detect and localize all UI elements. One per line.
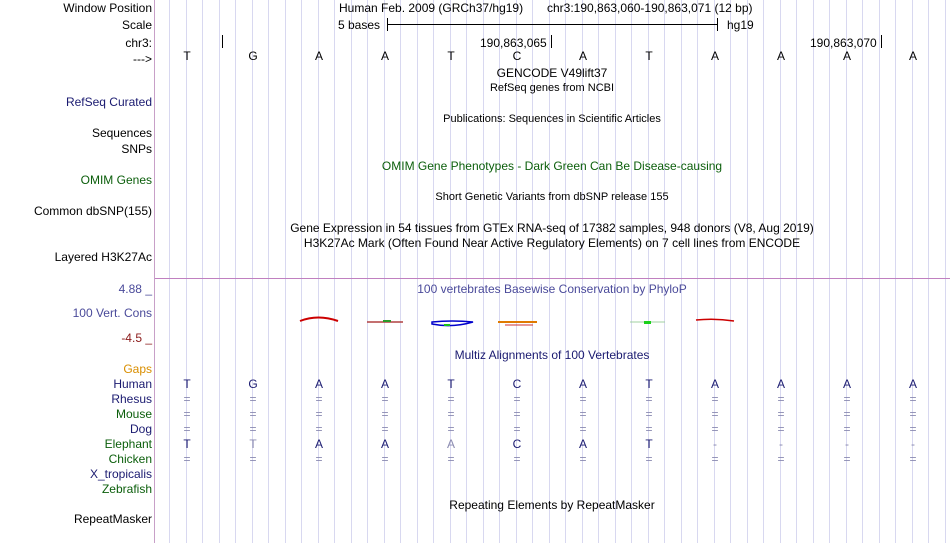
- gridline: [367, 0, 368, 543]
- alignment-base: =: [777, 407, 785, 421]
- gridline: [301, 0, 302, 543]
- h3k27ac-label[interactable]: Layered H3K27Ac: [54, 250, 152, 264]
- ruler-tick-label-1: 190,863,065: [480, 36, 547, 50]
- alignment-base: =: [645, 407, 653, 421]
- base-letter: A: [578, 49, 587, 63]
- gtex-title: Gene Expression in 54 tissues from GTEx RNA-seq of 17382 samples, 948 donors (V8, Aug 2019): [290, 221, 814, 235]
- h3k27ac-title: H3K27Ac Mark (Often Found Near Active Regulatory Elements) on 7 cell lines from ENCODE: [303, 236, 801, 250]
- alignment-base: =: [447, 392, 455, 406]
- assembly-title: Human Feb. 2009 (GRCh37/hg19): [339, 1, 524, 15]
- alignment-base: =: [711, 422, 719, 436]
- alignment-base: =: [315, 452, 323, 466]
- gridline: [285, 0, 286, 543]
- scale-db: hg19: [727, 18, 754, 32]
- alignment-base: =: [513, 407, 521, 421]
- omim-title: OMIM Gene Phenotypes - Dark Green Can Be Disease-causing: [381, 159, 723, 173]
- alignment-base: =: [183, 392, 191, 406]
- alignment-base: =: [249, 422, 257, 436]
- species-label-dog[interactable]: Dog: [129, 422, 152, 436]
- repeatmasker-label[interactable]: RepeatMasker: [73, 512, 152, 526]
- base-letter: A: [776, 49, 785, 63]
- refseq-subtitle: RefSeq genes from NCBI: [489, 82, 615, 94]
- alignment-base: =: [381, 422, 389, 436]
- alignment-base: T: [447, 377, 455, 391]
- gridline: [697, 0, 698, 543]
- alignment-base: =: [645, 392, 653, 406]
- gridline: [268, 0, 269, 543]
- alignment-base: A: [776, 377, 785, 391]
- species-label-x_tropicalis[interactable]: X_tropicalis: [89, 467, 152, 481]
- alignment-base: T: [645, 437, 653, 451]
- alignment-base: =: [909, 407, 917, 421]
- ruler-tick-label-2: 190,863,070: [810, 36, 877, 50]
- alignment-base: A: [380, 377, 389, 391]
- alignment-base: =: [909, 392, 917, 406]
- alignment-base: =: [315, 392, 323, 406]
- scale-text: 5 bases: [338, 18, 381, 32]
- base-letter: A: [380, 49, 389, 63]
- gridline: [483, 0, 484, 543]
- gridline: [879, 0, 880, 543]
- alignment-base: =: [447, 452, 455, 466]
- ruler-tick-start: [222, 35, 223, 48]
- repeatmasker-title: Repeating Elements by RepeatMasker: [449, 498, 655, 512]
- alignment-base: =: [843, 452, 851, 466]
- alignment-base: T: [249, 437, 257, 451]
- gridline: [466, 0, 467, 543]
- alignment-base: =: [843, 407, 851, 421]
- alignment-base: =: [711, 452, 719, 466]
- scale-bar-left-tick: [387, 18, 388, 31]
- multiz-title: Multiz Alignments of 100 Vertebrates: [454, 348, 650, 362]
- phylop-mark-5: [444, 324, 450, 326]
- snps-label[interactable]: SNPs: [121, 142, 152, 156]
- alignment-base: =: [381, 407, 389, 421]
- alignment-base: A: [446, 437, 455, 451]
- alignment-base: A: [380, 437, 389, 451]
- base-letter: A: [314, 49, 323, 63]
- gridline: [895, 0, 896, 543]
- sequences-label[interactable]: Sequences: [91, 126, 152, 140]
- base-letter: G: [248, 49, 258, 63]
- gridline: [631, 0, 632, 543]
- phylop-peak-10: [696, 319, 734, 321]
- publications-title: Publications: Sequences in Scientific Articles: [443, 113, 661, 125]
- window-position-label[interactable]: Window Position: [63, 1, 152, 15]
- gridline: [351, 0, 352, 543]
- scale-bar-right-tick: [717, 18, 718, 31]
- alignment-base: -: [845, 437, 849, 451]
- scale-bar: [387, 24, 717, 25]
- ruler-tick-1: [551, 35, 552, 48]
- alignment-base: =: [579, 407, 587, 421]
- phylop-mark-4: [432, 321, 473, 326]
- alignment-base: A: [908, 377, 917, 391]
- gridline: [169, 0, 170, 543]
- alignment-base: A: [314, 377, 323, 391]
- gridline: [615, 0, 616, 543]
- species-label-elephant[interactable]: Elephant: [104, 437, 152, 451]
- gridline: [202, 0, 203, 543]
- alignment-base: =: [447, 407, 455, 421]
- species-label-mouse[interactable]: Mouse: [115, 407, 152, 421]
- strand-label[interactable]: --->: [133, 52, 152, 66]
- cons-min-label: -4.5 _: [121, 331, 152, 345]
- alignment-base: C: [512, 377, 522, 391]
- chr-label[interactable]: chr3:: [125, 36, 152, 50]
- dbsnp-title: Short Genetic Variants from dbSNP release 155: [435, 191, 669, 203]
- gridline: [433, 0, 434, 543]
- cons-label[interactable]: 100 Vert. Cons: [72, 306, 152, 320]
- alignment-base: =: [249, 392, 257, 406]
- alignment-base: A: [710, 377, 719, 391]
- dbsnp-label[interactable]: Common dbSNP(155): [33, 204, 152, 218]
- position-readout: chr3:190,863,060-190,863,071 (12 bp): [547, 1, 753, 15]
- alignment-base: =: [711, 392, 719, 406]
- alignment-base: T: [183, 437, 191, 451]
- base-letter: T: [447, 49, 455, 63]
- gridline: [796, 0, 797, 543]
- base-letter: A: [842, 49, 851, 63]
- gridline: [664, 0, 665, 543]
- gridline: [219, 0, 220, 543]
- scale-label[interactable]: Scale: [121, 18, 152, 32]
- alignment-base: =: [777, 422, 785, 436]
- alignment-base: =: [777, 452, 785, 466]
- alignment-base: =: [579, 452, 587, 466]
- alignment-base: T: [183, 377, 191, 391]
- track-separator: [155, 278, 950, 279]
- phylop-peak-1: [300, 318, 338, 322]
- phylop-title: 100 vertebrates Basewise Conservation by PhyloP: [417, 282, 687, 296]
- alignment-base: =: [513, 422, 521, 436]
- alignment-base: -: [779, 437, 783, 451]
- alignment-base: -: [911, 437, 915, 451]
- base-letter: A: [908, 49, 917, 63]
- gridline: [400, 0, 401, 543]
- alignment-base: =: [183, 452, 191, 466]
- alignment-base: =: [447, 422, 455, 436]
- gridline: [417, 0, 418, 543]
- alignment-base: A: [578, 437, 587, 451]
- alignment-base: -: [713, 437, 717, 451]
- alignment-base: =: [579, 392, 587, 406]
- phylop-graph: [155, 300, 950, 340]
- base-letter: C: [512, 49, 522, 63]
- alignment-base: =: [315, 422, 323, 436]
- alignment-base: =: [843, 422, 851, 436]
- alignment-base: =: [183, 422, 191, 436]
- gridline: [928, 0, 929, 543]
- alignment-base: A: [314, 437, 323, 451]
- gridline: [235, 0, 236, 543]
- gridline: [334, 0, 335, 543]
- alignment-base: =: [645, 422, 653, 436]
- gridline: [813, 0, 814, 543]
- alignment-base: T: [645, 377, 653, 391]
- alignment-base: =: [249, 407, 257, 421]
- alignment-base: =: [381, 452, 389, 466]
- alignment-base: =: [909, 422, 917, 436]
- gridline: [763, 0, 764, 543]
- gridline: [829, 0, 830, 543]
- omim-label[interactable]: OMIM Genes: [80, 173, 152, 187]
- alignment-base: =: [777, 392, 785, 406]
- alignment-base: A: [842, 377, 851, 391]
- gencode-title[interactable]: GENCODE V49lift37: [496, 66, 608, 80]
- alignment-base: =: [909, 452, 917, 466]
- species-label-chicken[interactable]: Chicken: [108, 452, 152, 466]
- gridline: [730, 0, 731, 543]
- alignment-base: =: [579, 422, 587, 436]
- refseq-label[interactable]: RefSeq Curated: [65, 95, 152, 109]
- gridline: [747, 0, 748, 543]
- gridline: [862, 0, 863, 543]
- ruler-tick-2: [881, 35, 882, 48]
- alignment-base: =: [711, 407, 719, 421]
- alignment-base: =: [381, 392, 389, 406]
- cons-max-label: 4.88 _: [118, 282, 152, 296]
- alignment-base: A: [578, 377, 587, 391]
- alignment-base: =: [645, 452, 653, 466]
- base-letter: T: [645, 49, 653, 63]
- alignment-base: C: [512, 437, 522, 451]
- species-label-rhesus[interactable]: Rhesus: [111, 392, 152, 406]
- alignment-base: =: [315, 407, 323, 421]
- base-letter: T: [183, 49, 191, 63]
- phylop-mark-9: [644, 321, 651, 324]
- gaps-label[interactable]: Gaps: [123, 362, 152, 376]
- alignment-base: G: [248, 377, 258, 391]
- species-label-zebrafish[interactable]: Zebrafish: [101, 482, 152, 496]
- alignment-base: =: [513, 392, 521, 406]
- alignment-base: =: [183, 407, 191, 421]
- alignment-base: =: [513, 452, 521, 466]
- left-border: [154, 0, 155, 543]
- gridline: [945, 0, 946, 543]
- alignment-base: =: [249, 452, 257, 466]
- gridline: [681, 0, 682, 543]
- species-label-human[interactable]: Human: [113, 377, 152, 391]
- alignment-base: =: [843, 392, 851, 406]
- base-letter: A: [710, 49, 719, 63]
